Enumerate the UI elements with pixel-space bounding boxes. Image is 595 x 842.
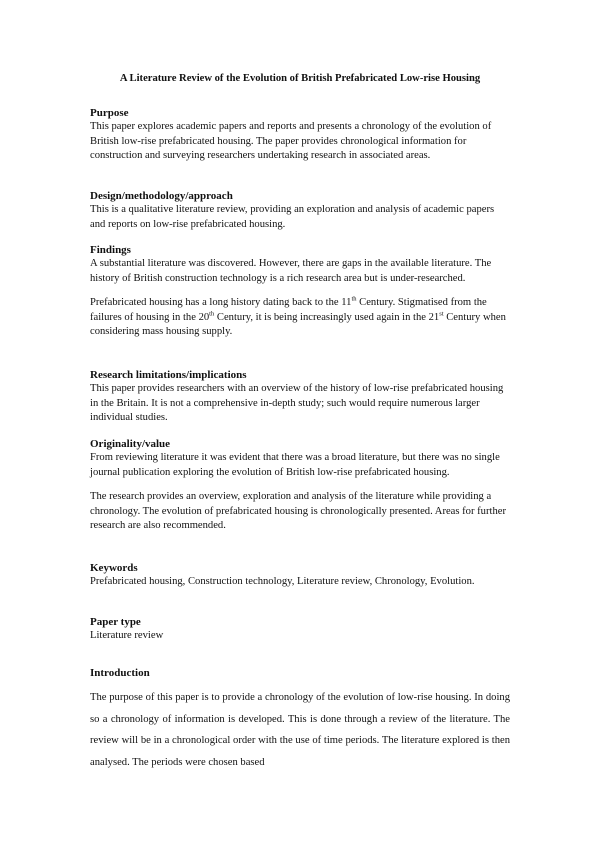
purpose-heading: Purpose [90,107,129,119]
findings-section [90,244,510,340]
purpose-section [90,107,510,164]
originality-text-2: The research provides an overview, exploration and analysis of the literature while providing a chronology. The evolution of prefabricated housing is chronologically presented. Areas for further research are also recommended. [90,491,506,531]
introduction-heading: Introduction [90,667,150,679]
findings-text-2b: Century. Stigmatised from the failures of housing in the 20 [90,297,487,323]
findings-heading: Findings [90,244,131,256]
paper-type-section [90,616,510,644]
paper-title: A Literature Review of the Evolution of British Prefabricated Low-rise Housing [119,73,481,84]
limitations-heading: Research limitations/implications [90,369,247,381]
purpose-text: This paper explores academic papers and reports and presents a chronology of the evolution of British low-rise prefabricated housing. The paper provides chronological information for construction and surveying researchers undertaking research in associated areas. [90,121,492,161]
superscript-th-1: th [351,295,357,303]
keywords-heading: Keywords [90,562,138,574]
design-text: This is a qualitative literature review, providing an exploration and analysis of academic papers and reports on low-rise prefabricated housing. [90,204,495,230]
introduction-text: The purpose of this paper is to provide a chronology of the evolution of low-rise housing. In doing so a chronology of information is developed. This is done through a review of the literature. The review will be in a chronological order with the use of time periods. The literature explored is then analysed. The periods were chosen based [90,692,510,768]
keywords-text: Prefabricated housing, Construction technology, Literature review, Chronology, Evolution. [90,576,475,587]
limitations-text: This paper provides researchers with an overview of the history of low-rise prefabricated housing in the Britain. It is not a comprehensive in-depth study; such would require numerous larger individual studies. [90,383,504,423]
paper-type-heading: Paper type [90,616,141,628]
findings-text-2a: Prefabricated housing has a long history dating back to the 11 [90,297,352,308]
findings-text-2d: Century when considering mass housing supply. [90,311,506,337]
originality-section [90,438,510,534]
superscript-st: st [439,309,444,317]
superscript-th-2: th [209,309,215,317]
findings-text-2c: Century, it is being increasingly used again in the 21 [214,311,440,323]
findings-text-1: A substantial literature was discovered. However, there are gaps in the available literature. The history of British construction technology is a rich research area but is under-researched. [90,258,492,284]
keywords-section [90,562,510,590]
originality-heading: Originality/value [90,438,171,450]
design-heading: Design/methodology/approach [90,190,233,202]
design-section [90,190,510,232]
introduction-section [90,667,510,773]
findings-text-2 [90,296,510,340]
originality-text-1: From reviewing literature it was evident that there was a broad literature, but there was no single journal publication exploring the evolution of British low-rise prefabricated housing. [90,452,500,478]
limitations-section [90,369,510,426]
paper-type-text: Literature review [90,630,164,641]
